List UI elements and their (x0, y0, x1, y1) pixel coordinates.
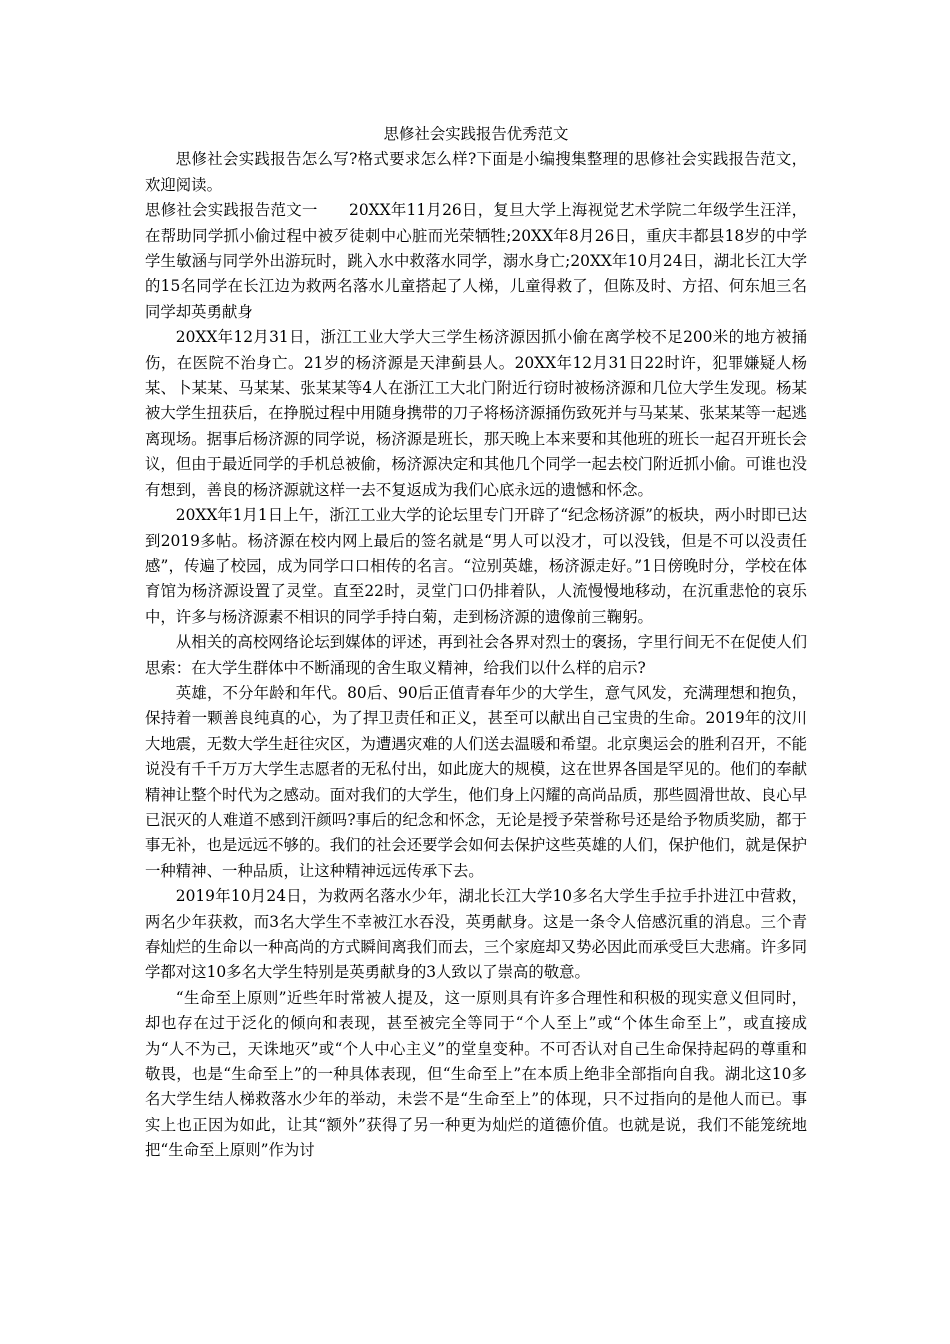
paragraph-heroes: 英雄，不分年龄和年代。80后、90后正值青春年少的大学生，意气风发，充满理想和抱负，保持着一颗善良纯真的心，为了捍卫责任和正义，甚至可以献出自己宝贵的生命。2019年的汶川大地震，无数大学生赶往灾区，为遭遇灾难的人们送去温暖和希望。北京奥运会的胜利召开，不能说没有千千万万大学生志愿者的无私付出，如此庞大的规模，这在世界各国是罕见的。他们的奉献精神让整个时代为之感动。面对我们的大学生，他们身上闪耀的高尚品质，那些圆滑世故、良心早已泯灭的人难道不感到汗颜吗?事后的纪念和怀念，无论是授予荣誉称号还是给予物质奖励，都于事无补，也是远远不够的。我们的社会还要学会如何去保护这些英雄的人们，保护他们，就是保护一种精神、一种品质，让这种精神远远传承下去。 (145, 683, 807, 880)
paragraph-intro: 思修社会实践报告怎么写?格式要求怎么样?下面是小编搜集整理的思修社会实践报告范文，欢迎阅读。 (145, 150, 807, 194)
document-body (145, 122, 807, 1164)
paragraph-forum-memorial: 20XX年1月1日上午，浙江工业大学的论坛里专门开辟了“纪念杨济源”的板块，两小时即已达到2019多帖。杨济源在校内网上最后的签名就是“男人可以没才，可以没钱，但是不可以没责任感”，传遍了校园，成为同学口口相传的名言。“泣别英雄，杨济源走好。”1日傍晚时分，学校在体育馆为杨济源设置了灵堂。直至22时，灵堂门口仍排着队，人流慢慢地移动，在沉重悲怆的哀乐中，许多与杨济源素不相识的同学手持白菊，走到杨济源的遗像前三鞠躬。 (145, 506, 807, 626)
paragraph-yang-jiyuan: 20XX年12月31日，浙江工业大学大三学生杨济源因抓小偷在离学校不足200米的地方被捅伤，在医院不治身亡。21岁的杨济源是天津蓟县人。20XX年12月31日22时许，犯罪嫌疑人杨某、卜某某、马某某、张某某等4人在浙江工大北门附近行窃时被杨济源和几位大学生发现。杨某被大学生扭获后，在挣脱过程中用随身携带的刀子将杨济源捅伤致死并与马某某、张某某等一起逃离现场。据事后杨济源的同学说，杨济源是班长，那天晚上本来要和其他班的班长一起召开班长会议，但由于最近同学的手机总被偷，杨济源决定和其他几个同学一起去校门附近抓小偷。可谁也没有想到，善良的杨济源就这样一去不复返成为我们心底永远的遗憾和怀念。 (145, 328, 807, 499)
paragraph-yangtze-rescue: 2019年10月24日，为救两名落水少年，湖北长江大学10多名大学生手拉手扑进江中营救，两名少年获救，而3名大学生不幸被江水吞没，英勇献身。这是一条令人倍感沉重的消息。三个青春灿烂的生命以一种高尚的方式瞬间离我们而去，三个家庭却又势必因此而承受巨大悲痛。许多同学都对这10多名大学生特别是英勇献身的3人致以了崇高的敬意。 (145, 887, 807, 982)
paragraph-reflection: 从相关的高校网络论坛到媒体的评述，再到社会各界对烈士的褒扬，字里行间无不在促使人们思索：在大学生群体中不断涌现的舍生取义精神，给我们以什么样的启示? (145, 633, 807, 677)
paragraph-life-first-principle: “生命至上原则”近些年时常被人提及，这一原则具有许多合理性和积极的现实意义但同时，却也存在过于泛化的倾向和表现，甚至被完全等同于“个人至上”或“个体生命至上”，或直接成为“人不为己，天诛地灭”或“个人中心主义”的堂皇变种。不可否认对自己生命保持起码的尊重和敬畏，也是“生命至上”的一种具体表现，但“生命至上”在本质上绝非全部指向自我。湖北这10多名大学生结人梯救落水少年的举动，未尝不是“生命至上”的体现，只不过指向的是他人而已。事实上也正因为如此，让其“额外”获得了另一种更为灿烂的道德价值。也就是说，我们不能笼统地把“生命至上原则”作为讨 (145, 988, 807, 1160)
paragraph-sample-one: 思修社会实践报告范文一 20XX年11月26日，复旦大学上海视觉艺术学院二年级学生汪洋，在帮助同学抓小偷过程中被歹徒刺中心脏而光荣牺牲;20XX年8月26日，重庆丰都县18岁的中学学生敏涵与同学外出游玩时，跳入水中救落水同学，溺水身亡;20XX年10月24日，湖北长江大学的15名同学在长江边为救两名落水儿童搭起了人梯，儿童得救了，但陈及时、方招、何东旭三名同学却英勇献身 (145, 201, 807, 321)
document-title: 思修社会实践报告优秀范文 (383, 125, 569, 143)
